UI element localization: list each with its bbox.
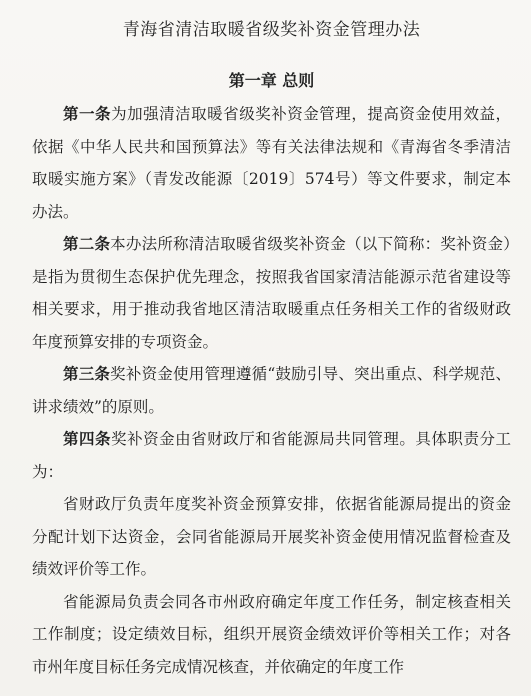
article-1-text: 为加强清洁取暖省级奖补资金管理，提高资金使用效益，依据《中华人民共和国预算法》等有关法律法规和《青海省冬季清洁取暖实施方案》（青发改能源〔2019〕574号）等文件要求，制定本办法。 bbox=[32, 105, 511, 221]
duty-paragraph-finance: 省财政厅负责年度奖补资金预算安排，依据省能源局提出的资金分配计划下达资金，会同省能源局开展奖补资金使用情况监督检查及绩效评价等工作。 bbox=[32, 495, 511, 578]
duty-paragraph-energy: 省能源局负责会同各市州政府确定年度工作任务，制定核查相关工作制度；设定绩效目标，组织开展资金绩效评价等相关工作；对各市州年度目标任务完成情况核查，并依确定的年度工作 bbox=[32, 592, 511, 676]
document-title: 青海省清洁取暖省级奖补资金管理办法 bbox=[122, 20, 421, 40]
article-4 bbox=[32, 423, 511, 488]
article-2-label: 第二条 bbox=[63, 234, 111, 253]
article-2-text: 本办法所称清洁取暖省级奖补资金（以下简称：奖补资金）是指为贯彻生态保护优先理念，按照我省国家清洁能源示范省建设等相关要求，用于推动我省地区清洁取暖重点任务相关工作的省级财政年度预算安排的专项资金。 bbox=[32, 235, 511, 351]
article-3 bbox=[32, 358, 511, 423]
article-1 bbox=[32, 98, 511, 228]
chapter-title: 第一章 总则 bbox=[228, 71, 315, 90]
article-4-label: 第四条 bbox=[63, 429, 112, 448]
article-3-label: 第三条 bbox=[63, 364, 111, 383]
article-2 bbox=[32, 228, 511, 358]
article-1-label: 第一条 bbox=[63, 104, 112, 123]
article-3-text: 奖补资金使用管理遵循“鼓励引导、突出重点、科学规范、讲求绩效”的原则。 bbox=[32, 365, 511, 416]
article-4-text: 奖补资金由省财政厅和省能源局共同管理。具体职责分工为： bbox=[32, 430, 511, 481]
